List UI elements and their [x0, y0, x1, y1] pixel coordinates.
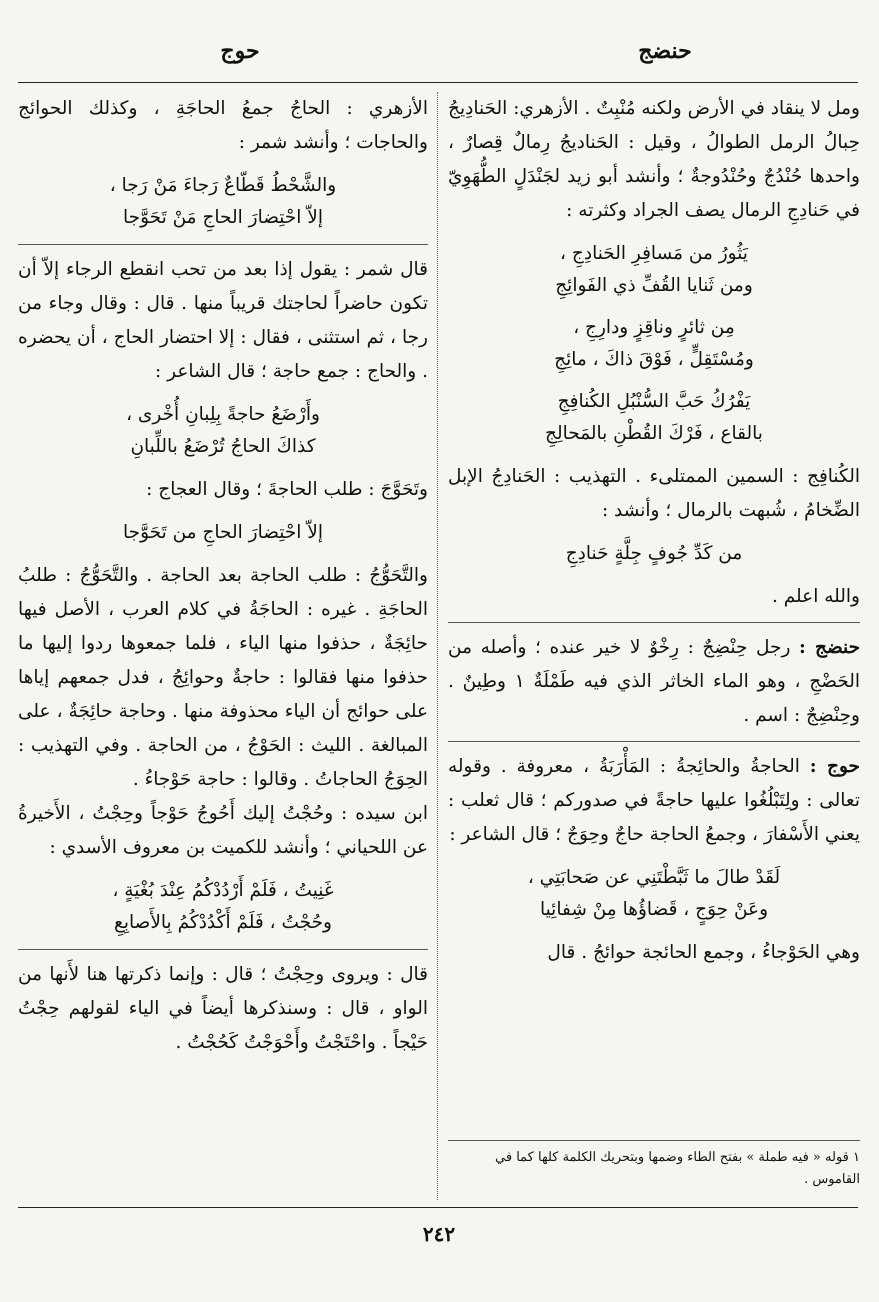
page-number: ٢٤٢: [422, 1222, 456, 1246]
paragraph: قال : ويروى وحِجْتُ ؛ قال : وإنما ذكرتها هنا لأَنها من الواو ، قال : وسنذكرها أيضاً في الياء لقولهم حِجْتُ حَيْجاً . واحْتَجْتُ وأَحْوَجْتُ كَحُجْتُ .: [18, 964, 428, 1053]
verse-line: وعَنْ حِوَجٍ ، قَضاؤُها مِنْ شِفائِيا: [539, 899, 769, 920]
column-divider: [437, 92, 438, 1200]
paragraph: وهي الحَوْجاءُ ، وجمع الحائجة حوائجُ . قال: [547, 942, 860, 963]
paragraph: ابن سيده : وحُجْتُ إليك أَحُوجُ حَوْجاً وحِجْتُ ، الأَخيرةُ عن اللحياني ؛ وأنشد للكميت بن معروف الأسدي :: [18, 803, 428, 858]
verse-line: مِن ثائرٍ وناقِزٍ ودارِجِ ،: [573, 317, 735, 338]
verse-line: إلاّ احْتِضارَ الحاجِ من تَحَوَّجا: [123, 522, 323, 543]
paragraph: ومل لا ينقاد في الأرض ولكنه مُنْبِتٌ . الأزهري: الحَنادِيجُ حِبالُ الرمل الطوالُ ، وقيل : الحَناديجُ رِمالٌ قِصارٌ ، واحدها حُنْدُجٌ وحُنْدُوجةٌ ؛ وأنشد أبو زيد لجَنْدَلٍ الطُّهَوِيّ في حَنادِجِ الرمال يصف الجراد وكثرته :: [448, 98, 860, 221]
verse: [448, 862, 860, 926]
paragraph: الكُنافِج : السمين الممتلىء . التهذيب : الحَنادِجُ الإبل الضِّخامُ ، شُبهت بالرمال ؛ وأنشد :: [448, 466, 860, 521]
entry-separator: [448, 741, 860, 742]
verse: [448, 238, 860, 302]
footer-rule: [18, 1207, 858, 1208]
dictionary-entry: [448, 750, 860, 852]
paragraph: والله اعلم .: [771, 586, 860, 607]
right-running-head: حنضج: [638, 38, 692, 64]
footnote: [448, 1140, 860, 1191]
paragraph: الأزهري : الحاجُ جمعُ الحاجَةِ ، وكذلك الحوائج والحاجات ؛ وأنشد شمر :: [18, 98, 428, 153]
verse-line: ومُسْتَقِلٍّ ، فَوْقَ ذاكَ ، مائِجِ: [554, 349, 754, 370]
verse-line: بالقاع ، فَرْكَ القُطْنِ بالمَحالِجِ: [545, 423, 763, 444]
verse: [448, 312, 860, 376]
right-column: [448, 92, 860, 970]
dictionary-entry: [448, 631, 860, 733]
verse: [18, 517, 428, 549]
left-column: [18, 92, 428, 1060]
entry-text: رجل حِنْضِجٌ : رِخْوٌ لا خير عنده ؛ وأصله من الحَضْجِ ، وهو الماء الخاثر الذي فيه طَمْلَةٌ ١ وطِينٌ . وحِنْضِجٌ : اسم .: [448, 637, 860, 726]
verse-line: والشَّحْطُ قَطّاعٌ رَجاءَ مَنْ رَجا ،: [109, 175, 337, 196]
entry-headword: حنضج :: [799, 637, 861, 658]
verse-line: وحُجْتُ ، فَلَمْ أَكْدُدْكُمُ بِالأَصابِعِ: [114, 912, 332, 933]
entry-headword: حوج :: [809, 756, 860, 777]
paragraph: وتَحَوَّجَ : طلب الحاجةَ ؛ وقال العجاج :: [146, 479, 428, 500]
verse: [448, 538, 860, 570]
page-header: [0, 38, 879, 78]
footnote-text: ١ قوله « فيه طملة » بفتح الطاء وضمها وبتحريك الكلمة كلها كما في القاموس .: [495, 1150, 860, 1187]
verse-line: ومن ثَنايا القُفِّ ذي الفَوائِجِ: [555, 275, 753, 296]
verse-line: إلاّ احْتِضارَ الحاجِ مَنْ تَحَوَّجا: [123, 207, 323, 228]
entry-separator: [448, 622, 860, 623]
verse-line: غَنِيتُ ، فَلَمْ أَرْدُدْكُمُ عِنْدَ بُغْيَةٍ ،: [112, 880, 334, 901]
paragraph: والتَّحَوُّجُ : طلب الحاجة بعد الحاجة . والتَّحَوُّجُ : طلبُ الحاجَةِ . غيره : الحاجَةُ في كلام العرب ، الأصل فيها حائِجَةٌ ، حذفوا منها الياء ، فلما جمعوها ردوا إليها ما حذفوا منها فقالوا : حاجةٌ وحوائِجُ ، فدل جمعهم إياها على حوائج أن الياء محذوفة منها . وحاجة حائِجَةٌ ، على المبالغة . الليث : الحَوْجُ ، من الحاجة . وفي التهذيب : الحِوَجُ الحاجاتُ . وقالوا : حاجة حَوْجاءُ .: [18, 565, 428, 790]
entry-text: الحاجةُ والحائِجةُ : المَأْرَبَةُ ، معروفة . وقوله تعالى : ولِتَبْلُغُوا عليها حاجةً في صدوركم ؛ قال ثعلب : يعني الأَسْفارَ ، وجمعُ الحاجة حاجٌ وحِوَجٌ ؛ قال الشاعر :: [448, 756, 860, 845]
verse: [448, 386, 860, 450]
verse: [18, 170, 428, 234]
left-running-head: حوج: [220, 38, 260, 64]
separator: [18, 244, 428, 245]
paragraph: قال شمر : يقول إذا بعد من تحب انقطع الرجاء إلاّ أن تكون حاضراً لحاجتك قريباً منها . قال : وقال وجاء من رجا ، ثم استثنى ، فقال : إلا احتضار الحاج ، أن يحضره . والحاج : جمع حاجة ؛ قال الشاعر :: [18, 259, 428, 382]
verse-line: وأَرْضَعُ حاجةً بِلِبانِ أُخْرى ،: [126, 404, 320, 425]
verse: [18, 875, 428, 939]
verse: [18, 399, 428, 463]
header-rule: [18, 82, 858, 83]
verse-line: يَفْرُكُ حَبَّ السُّنْبُلِ الكُنافِجِ: [557, 391, 751, 412]
verse-line: من كَدِّ جُوفٍ جِلَّةٍ حَنادِجِ: [565, 543, 743, 564]
verse-line: يَثُورُ من مَسافِرِ الحَنادِجِ ،: [560, 243, 748, 264]
footnote-rule: [448, 1140, 860, 1141]
separator: [18, 949, 428, 950]
verse-line: كذاكَ الحاجُ تُرْضَعُ باللِّبانِ: [130, 436, 316, 457]
verse-line: لَقَدْ طالَ ما ثَبَّطْتَنِي عن صَحابَتِي ،: [527, 867, 781, 888]
